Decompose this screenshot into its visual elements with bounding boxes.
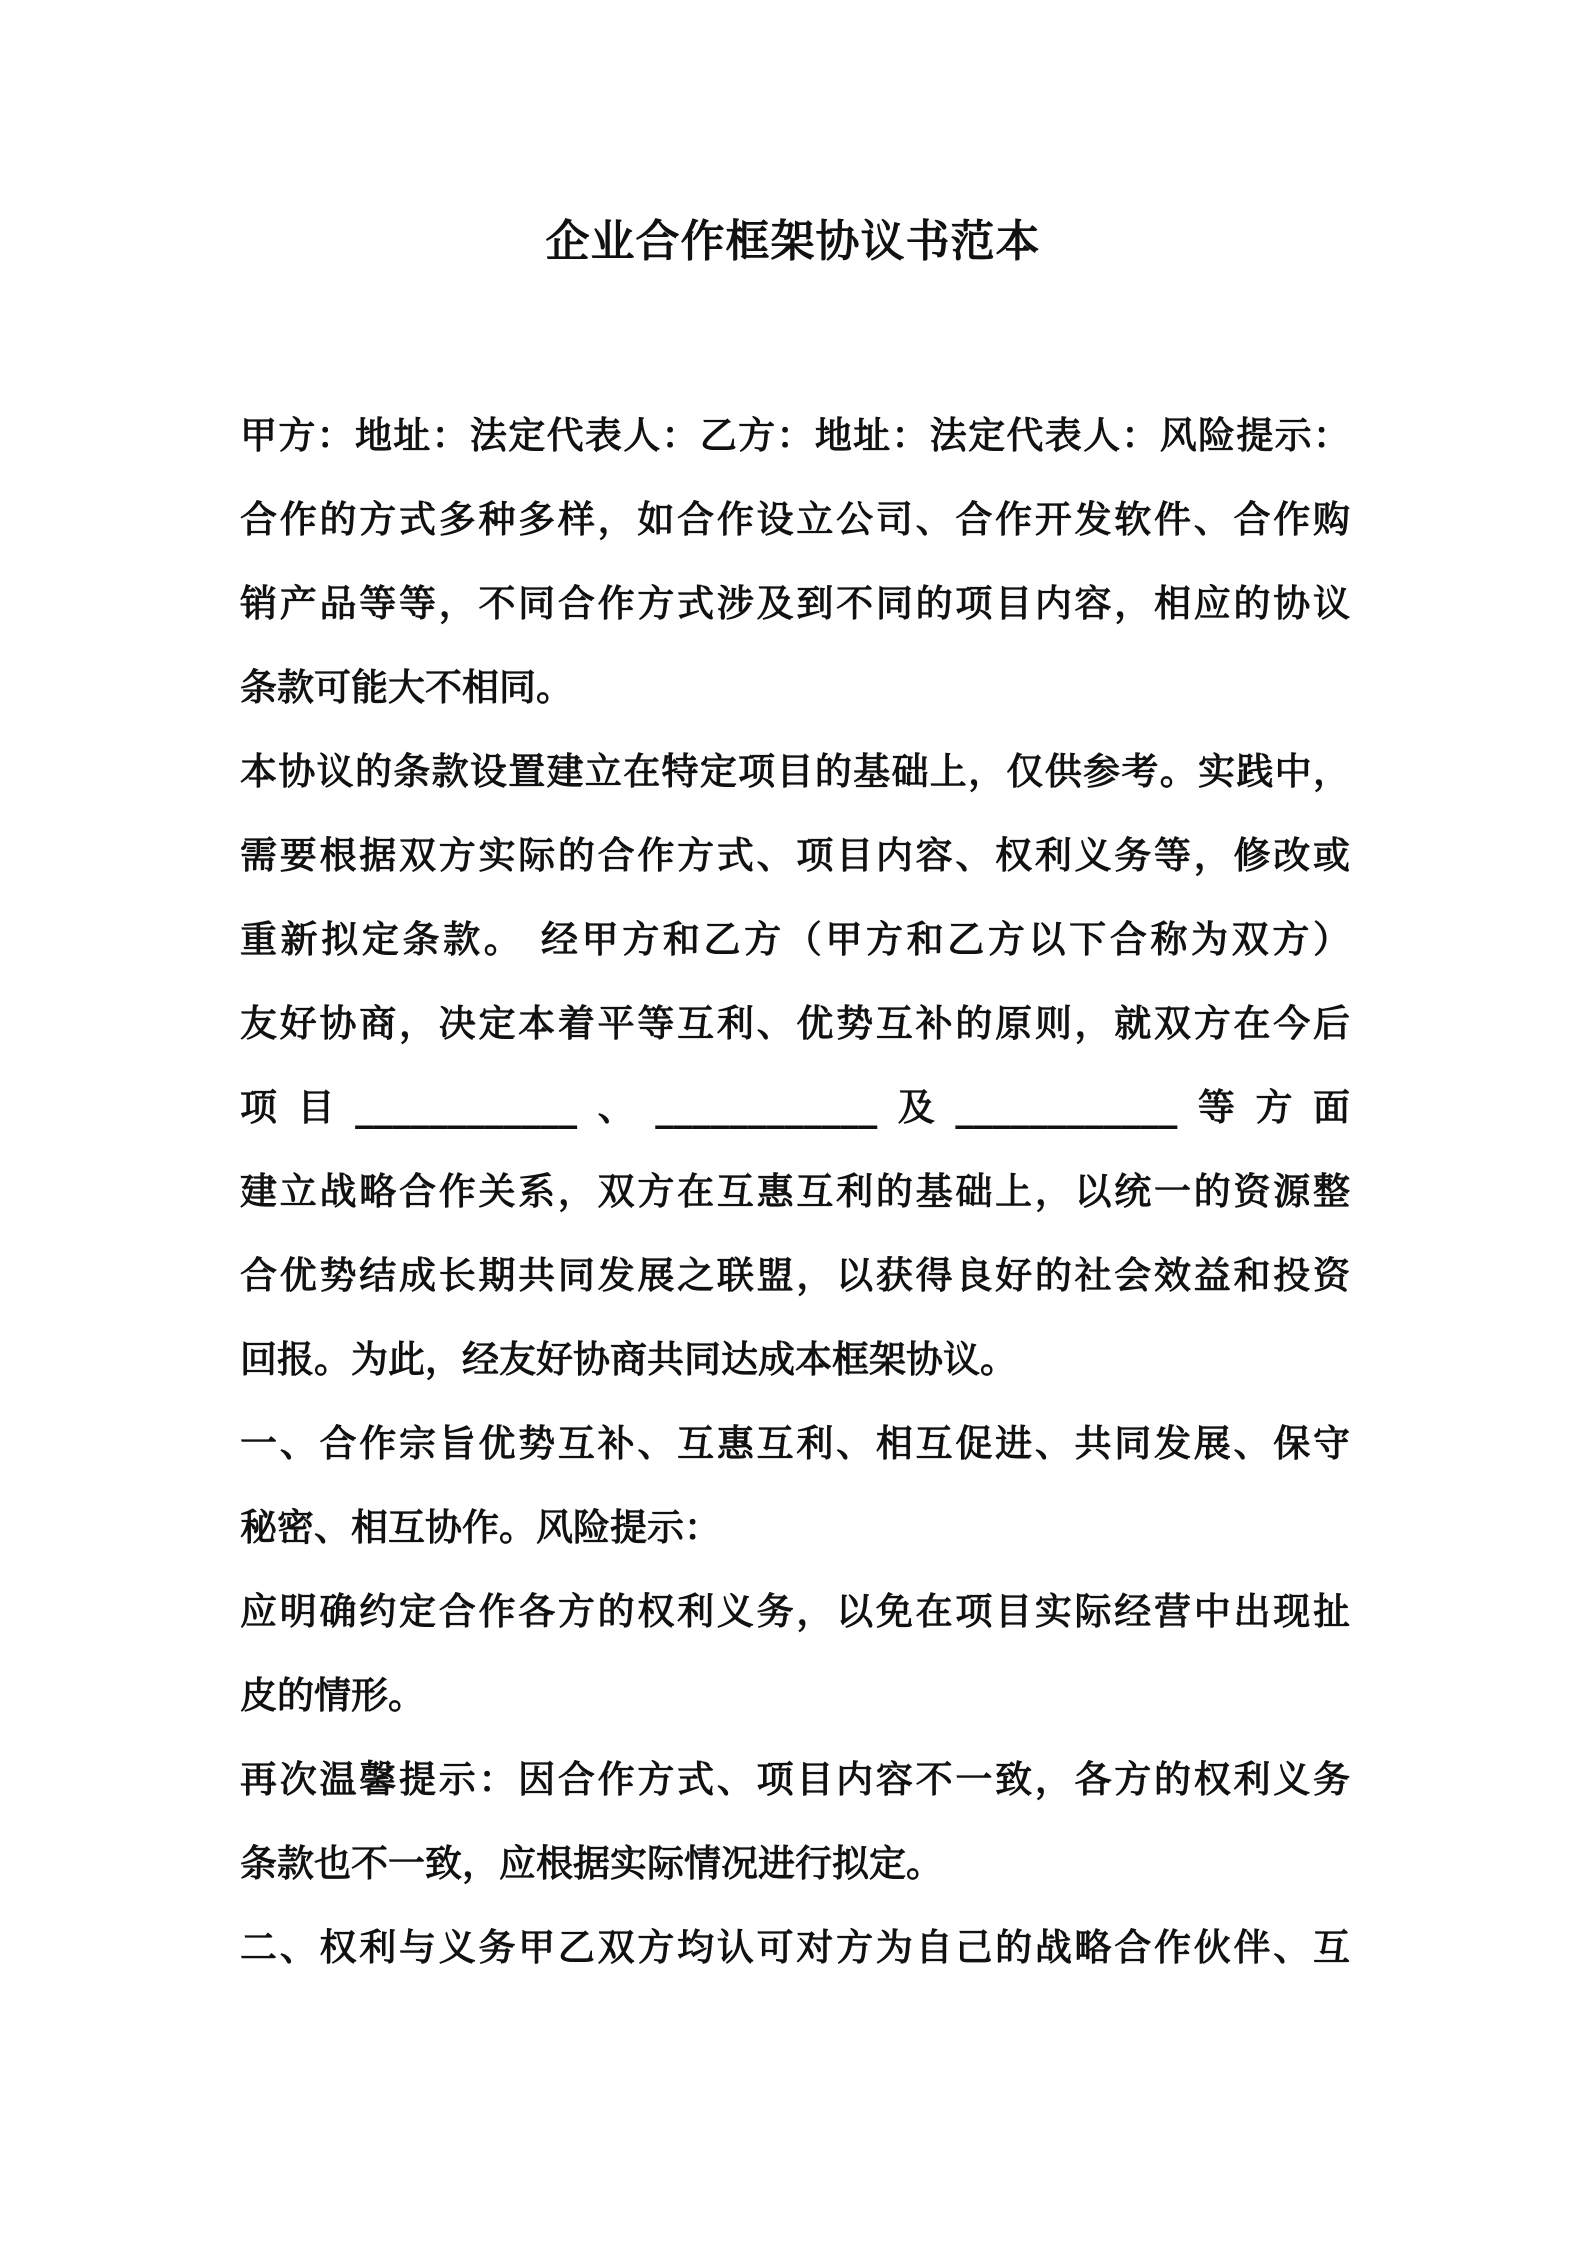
paragraph-line: 销产品等等，不同合作方式涉及到不同的项目内容，相应的协议 [240, 582, 1350, 625]
document-body [240, 410, 1350, 2006]
paragraph-line: 条款可能大不相同。 [240, 666, 573, 709]
paragraph-line: 合优势结成长期共同发展之联盟，以获得良好的社会效益和投资 [240, 1254, 1350, 1297]
paragraph-line: 回报。为此，经友好协商共同达成本框架协议。 [240, 1338, 1017, 1381]
paragraph-line: 二、权利与义务甲乙双方均认可对方为自己的战略合作伙伴、互 [240, 1926, 1350, 1969]
paragraph-line: 友好协商，决定本着平等互利、优势互补的原则，就双方在今后 [240, 1002, 1350, 1045]
paragraph-line: 秘密、相互协作。风险提示： [240, 1506, 721, 1549]
paragraph-line: 建立战略合作关系，双方在互惠互利的基础上，以统一的资源整 [240, 1170, 1350, 1213]
paragraph-line: 一、合作宗旨优势互补、互惠互利、相互促进、共同发展、保守 [240, 1422, 1350, 1465]
paragraph-line: 条款也不一致，应根据实际情况进行拟定。 [240, 1842, 943, 1885]
document-title: 企业合作框架协议书范本 [545, 216, 1041, 267]
paragraph-line: 皮的情形。 [240, 1674, 425, 1717]
paragraph-line: 再次温馨提示：因合作方式、项目内容不一致，各方的权利义务 [240, 1758, 1350, 1801]
paragraph-line: 本协议的条款设置建立在特定项目的基础上，仅供参考。实践中， [240, 750, 1350, 793]
paragraph-line: 甲方：地址：法定代表人：乙方：地址：法定代表人：风险提示： [240, 414, 1350, 457]
paragraph-line: 合作的方式多种多样，如合作设立公司、合作开发软件、合作购 [240, 498, 1350, 541]
paragraph-line: 项目____________、____________及____________等方面 [240, 1086, 1350, 1129]
paragraph-line: 重新拟定条款。 经甲方和乙方（甲方和乙方以下合称为双方） [240, 918, 1350, 961]
paragraph-line: 应明确约定合作各方的权利义务，以免在项目实际经营中出现扯 [240, 1590, 1350, 1633]
paragraph-line: 需要根据双方实际的合作方式、项目内容、权利义务等，修改或 [240, 834, 1350, 877]
